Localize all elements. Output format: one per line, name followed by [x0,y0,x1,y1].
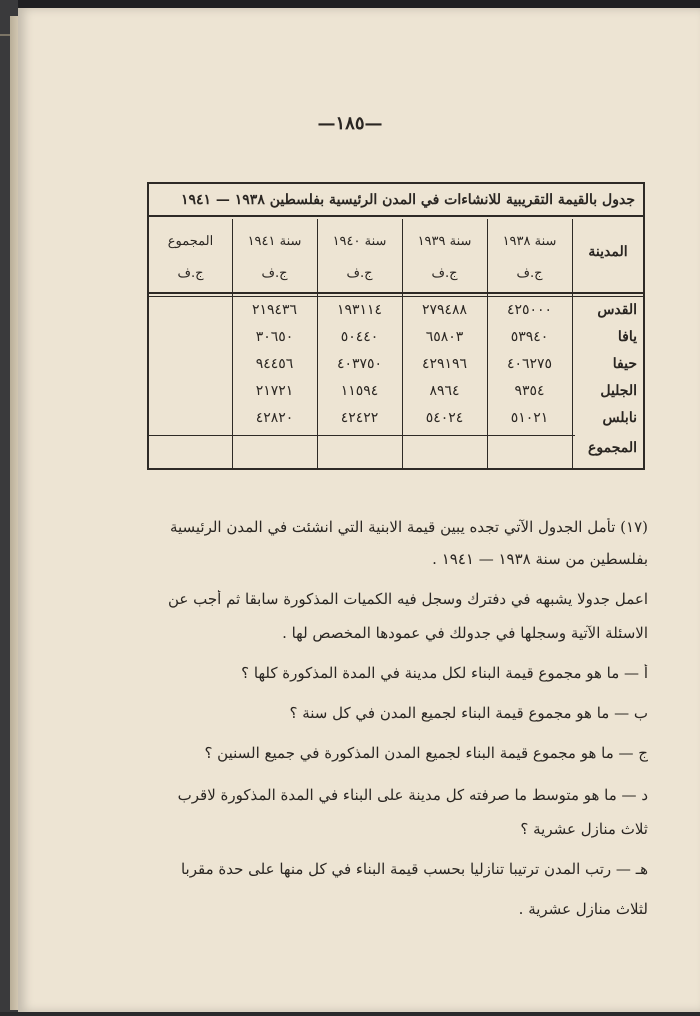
table-cell: ٢١٧٢١ [255,383,294,399]
table-cell: ٤٠٦٢٧٥ [506,356,553,372]
table-cell: ٥٣٩٤٠ [510,329,549,345]
city-jerusalem: القدس [597,302,637,318]
question-e-continued: لثلاث منازل عشرية . [518,900,648,918]
city-galilee: الجليل [600,383,637,399]
exercise-instruction-line-2: الاسئلة الآتية وسجلها في جدولك في عمودها المخصص لها . [282,624,648,642]
table-cell: ٤٠٣٧٥٠ [336,356,383,372]
exercise-intro-line-1: (١٧) تأمل الجدول الآتي تجده يبين قيمة الابنية التي انشئت في المدن الرئيسية [169,518,648,536]
bottom-shadow [0,1012,700,1016]
col-divider-city [572,219,573,468]
table-cell: ٨٩٦٤ [429,383,460,399]
year-1938-header [487,232,572,284]
table-cell: ٩٤٤٥٦ [255,356,294,372]
header-rule [149,292,643,294]
table-cell: ٢٧٩٤٨٨ [421,302,468,318]
unit-label: ج.ف [177,266,204,281]
total-header [149,232,232,284]
year-1940-header [317,232,402,284]
table-cell: ٤٢٥٠٠٠ [506,302,553,318]
year-1941-header [232,232,317,284]
table-title: جدول بالقيمة التقريبية للانشاءات في المدن الرئيسية بفلسطين ١٩٣٨ — ١٩٤١ [149,184,643,217]
table-cell: ١٩٣١١٤ [336,302,383,318]
table-cell: ٦٥٨٠٣ [425,329,464,345]
table-cell: ٥١٠٢١ [510,410,549,426]
year-1939-label: سنة ١٩٣٩ [417,234,472,249]
city-haifa: حيفا [612,356,637,372]
unit-label: ج.ف [431,266,458,281]
table-cell: ٤٢٨٢٠ [255,410,294,426]
table-cell: ٣٠٦٥٠ [255,329,294,345]
question-d-continued: ثلاث منازل عشرية ؟ [520,820,648,838]
year-1941-label: سنة ١٩٤١ [247,234,302,249]
exercise-instruction-line-1: اعمل جدولا يشبهه في دفترك وسجل فيه الكميات المذكورة سابقا ثم أجب عن [168,590,648,608]
city-nablus: نابلس [602,410,637,426]
year-1940-label: سنة ١٩٤٠ [332,234,387,249]
total-column-label: المجموع [167,234,214,249]
table-cell: ٩٣٥٤ [514,383,545,399]
city-jaffa: يافا [617,329,637,345]
question-c: ج — ما هو مجموع قيمة البناء لجميع المدن المذكورة في جميع السنين ؟ [204,744,648,762]
table-cell: ٤٢٩١٩٦ [421,356,468,372]
table-cell: ٥٤٠٢٤ [425,410,464,426]
construction-table [147,182,645,470]
exercise-intro-line-2: بفلسطين من سنة ١٩٣٨ — ١٩٤١ . [432,550,648,568]
year-1938-label: سنة ١٩٣٨ [502,234,557,249]
page-number: —١٨٥— [317,113,383,134]
table-cell: ٢١٩٤٣٦ [251,302,298,318]
unit-label: ج.ف [346,266,373,281]
question-d: د — ما هو متوسط ما صرفته كل مدينة على البناء في المدة المذكورة لاقرب [177,786,648,804]
unit-label: ج.ف [261,266,288,281]
table-cell: ١١٥٩٤ [340,383,379,399]
question-b: ب — ما هو مجموع قيمة البناء لجميع المدن في كل سنة ؟ [289,704,648,722]
table-cell: ٤٢٤٢٢ [340,410,379,426]
question-e: هـ — رتب المدن ترتيبا تنازليا بحسب قيمة البناء في كل منها على حدة مقربا [180,860,648,878]
question-a: أ — ما هو مجموع قيمة البناء لكل مدينة في المدة المذكورة كلها ؟ [241,664,648,682]
year-1939-header [402,232,487,284]
city-column-header: المدينة [588,244,628,260]
unit-label: ج.ف [516,266,543,281]
total-row-label: المجموع [588,440,637,456]
total-rule [149,435,575,436]
header-rule-double [149,296,643,297]
table-cell: ٥٠٤٤٠ [340,329,379,345]
